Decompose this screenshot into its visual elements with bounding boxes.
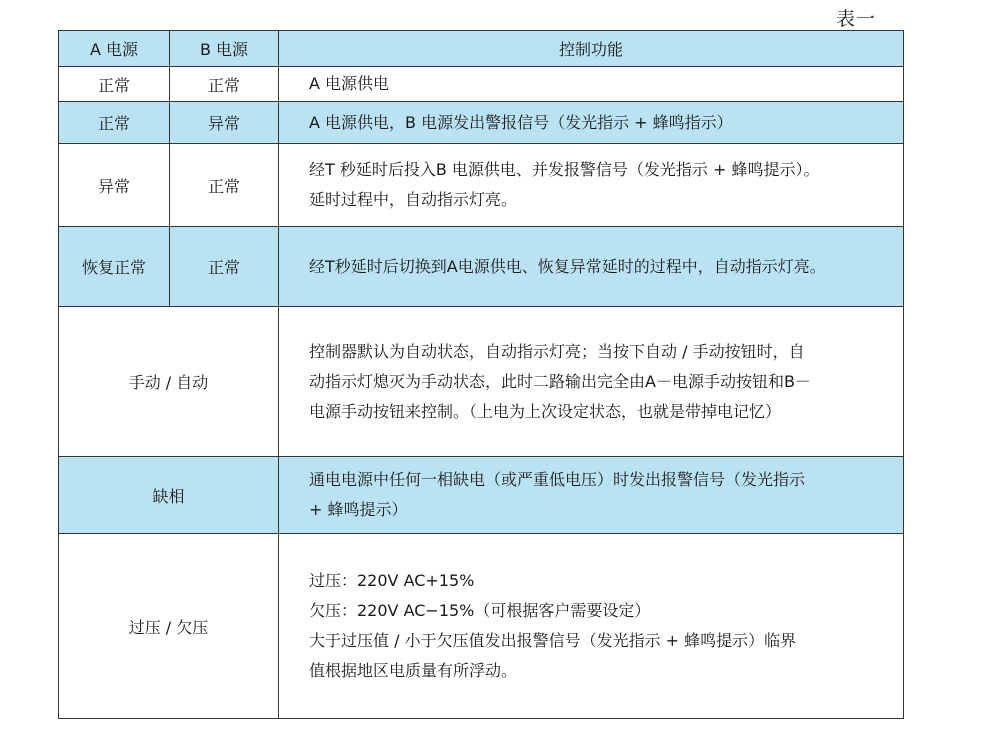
cell-control-desc — [279, 227, 904, 307]
desc-line: + 蜂鸣提示） — [309, 500, 408, 519]
cell-b-status: 正常 — [170, 67, 279, 102]
cell-voltage-label: 过压 / 欠压 — [59, 534, 279, 719]
cell-b-status: 异常 — [170, 102, 279, 144]
desc-line: 控制器默认为自动状态，自动指示灯亮；当按下自动 / 手动按钮时，自 — [309, 341, 805, 361]
cell-a-status: 异常 — [59, 144, 170, 227]
desc-line: 通电电源中任何一相缺电（或严重低电压）时发出报警信号（发光指示 — [309, 470, 806, 489]
cell-phase-loss-label: 缺相 — [59, 457, 279, 534]
cell-mode-label: 手动 / 自动 — [59, 307, 279, 457]
desc-line: A 电源供电 — [309, 74, 390, 93]
cell-a-status: 正常 — [59, 67, 170, 102]
header-b-power: B 电源 — [170, 31, 279, 67]
desc-line: A 电源供电，B 电源发出警报信号（发光指示 + 蜂鸣指示） — [309, 112, 733, 132]
desc-line: 过压：220V AC+15% — [309, 571, 475, 590]
table-row — [59, 67, 904, 102]
header-a-power: A 电源 — [59, 31, 170, 67]
cell-control-desc — [279, 144, 904, 227]
cell-b-status: 正常 — [170, 144, 279, 227]
desc-line: 电源手动按钮来控制。（上电为上次设定状态，也就是带掉电记忆） — [309, 401, 782, 421]
cell-a-status: 正常 — [59, 102, 170, 144]
desc-line: 大于过压值 / 小于欠压值发出报警信号（发光指示 + 蜂鸣提示）临界 — [309, 631, 797, 650]
header-control-function: 控制功能 — [279, 31, 904, 67]
cell-control-desc — [279, 102, 904, 144]
table-row — [59, 534, 904, 719]
desc-line: 值根据地区电质量有所浮动。 — [309, 661, 518, 680]
control-function-table — [58, 30, 904, 719]
table-row — [59, 227, 904, 307]
desc-line: 经T 秒延时后投入B 电源供电、并发报警信号（发光指示 + 蜂鸣提示）。 — [309, 160, 820, 179]
cell-control-desc — [279, 457, 904, 534]
cell-control-desc — [279, 67, 904, 102]
table-row — [59, 307, 904, 457]
table-row — [59, 144, 904, 227]
cell-control-desc — [279, 307, 904, 457]
cell-b-status: 正常 — [170, 227, 279, 307]
desc-line: 经T秒延时后切换到A电源供电、恢复异常延时的过程中，自动指示灯亮。 — [309, 256, 826, 276]
cell-a-status: 恢复正常 — [59, 227, 170, 307]
desc-line: 延时过程中，自动指示灯亮。 — [309, 190, 518, 209]
table-caption: 表一 — [836, 8, 877, 30]
cell-control-desc — [279, 534, 904, 719]
table-row — [59, 457, 904, 534]
header-row — [59, 31, 904, 67]
table-row — [59, 102, 904, 144]
desc-line: 动指示灯熄灭为手动状态，此时二路输出完全由A－电源手动按钮和B－ — [309, 371, 811, 391]
desc-line: 欠压：220V AC−15%（可根据客户需要设定） — [309, 601, 651, 620]
